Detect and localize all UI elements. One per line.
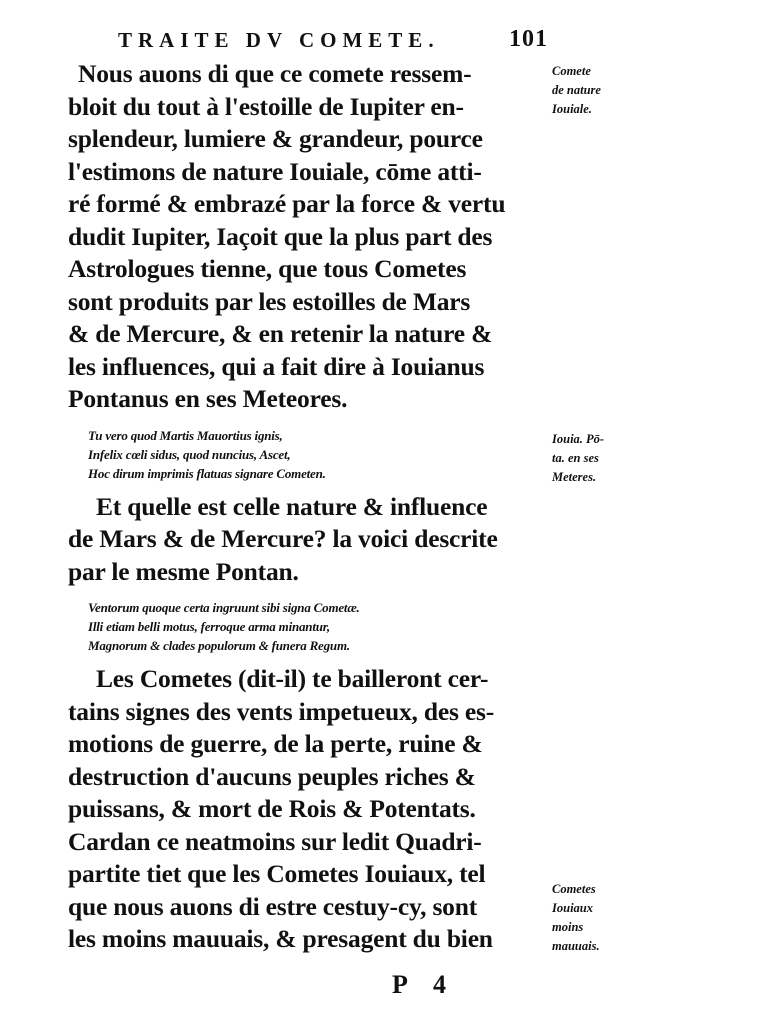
page-header (118, 28, 548, 54)
text-line: bloit du tout à l'estoille de Iupiter en- (68, 91, 464, 121)
text-line: tains signes des vents impetueux, des es- (68, 696, 495, 726)
margin-note-line: Iouiale. (552, 102, 592, 116)
text-line: que nous auons di estre cestuy-cy, sont (68, 891, 477, 921)
text-line: partite tiet que les Cometes Iouiaux, tel (68, 859, 486, 888)
margin-note-line: de nature (552, 83, 601, 97)
text-line: puissans, & mort de Rois & Potentats. (68, 794, 476, 823)
verse-line: Magnorum & clades populorum & funera Regum. (88, 638, 350, 653)
margin-note-pontanus (552, 430, 652, 487)
body-text (68, 58, 548, 956)
margin-note-line: Cometes (552, 882, 596, 896)
text-line: Les Cometes (dit-il) te bailleront cer- (96, 664, 489, 693)
paragraph-1 (68, 58, 548, 416)
latin-verse-2 (88, 598, 548, 655)
text-line: les influences, qui a fait dire à Iouianus (68, 351, 485, 381)
text-line: Cardan ce neatmoins sur ledit Quadri- (68, 826, 482, 856)
text-line: de Mars & de Mercure? la voici descrite (68, 524, 498, 553)
verse-line: Infelix cœli sidus, quod nuncius, Ascet, (88, 446, 291, 462)
margin-note-line: ta. en ses (552, 451, 599, 465)
text-line: les moins mauuais, & presagent du bien (68, 924, 493, 953)
text-line: Astrologues tienne, que tous Cometes (68, 254, 467, 283)
verse-line: Hoc dirum imprimis flatuas signare Cometen. (88, 465, 326, 481)
text-line: par le mesme Pontan. (68, 556, 299, 586)
paragraph-3 (68, 663, 548, 956)
margin-note-line: Iouiaux (552, 901, 593, 915)
text-line: & de Mercure, & en retenir la nature & (68, 319, 493, 348)
text-line: destruction d'aucuns peuples riches & (68, 761, 476, 791)
margin-note-line: Comete (552, 64, 591, 78)
text-line: l'estimons de nature Iouiale, cōme atti- (68, 156, 482, 186)
margin-note-cometes-iouiaux (552, 880, 652, 956)
margin-note-line: mauuais. (552, 939, 600, 953)
verse-line: Tu vero quod Martis Mauortius ignis, (88, 427, 283, 443)
text-line: Et quelle est celle nature & influence (96, 491, 488, 521)
page-number: 101 (509, 26, 548, 52)
latin-verse-1 (88, 426, 548, 483)
text-line: dudit Iupiter, Iaçoit que la plus part des (68, 221, 493, 251)
text-line: Nous auons di que ce comete ressem- (78, 59, 472, 88)
running-title: TRAITE DV COMETE. (118, 28, 440, 52)
paragraph-2 (68, 491, 548, 589)
text-line: sont produits par les estoilles de Mars (68, 286, 471, 316)
verse-line: Ventorum quoque certa ingruunt sibi signa Cometæ. (88, 600, 360, 615)
text-line: Pontanus en ses Meteores. (68, 384, 348, 413)
margin-note-line: moins (552, 920, 584, 934)
text-line: splendeur, lumiere & grandeur, pource (68, 124, 483, 153)
verse-line: Illi etiam belli motus, ferroque arma minantur, (88, 619, 330, 634)
signature-mark: P 4 (392, 970, 456, 999)
text-line: motions de guerre, de la perte, ruine & (68, 729, 483, 758)
margin-note-line: Iouia. Pō- (552, 432, 605, 446)
text-line: ré formé & embrazé par la force & vertu (68, 189, 506, 218)
margin-note-comete-iouiale (552, 62, 652, 119)
margin-note-line: Meteres. (552, 470, 597, 484)
